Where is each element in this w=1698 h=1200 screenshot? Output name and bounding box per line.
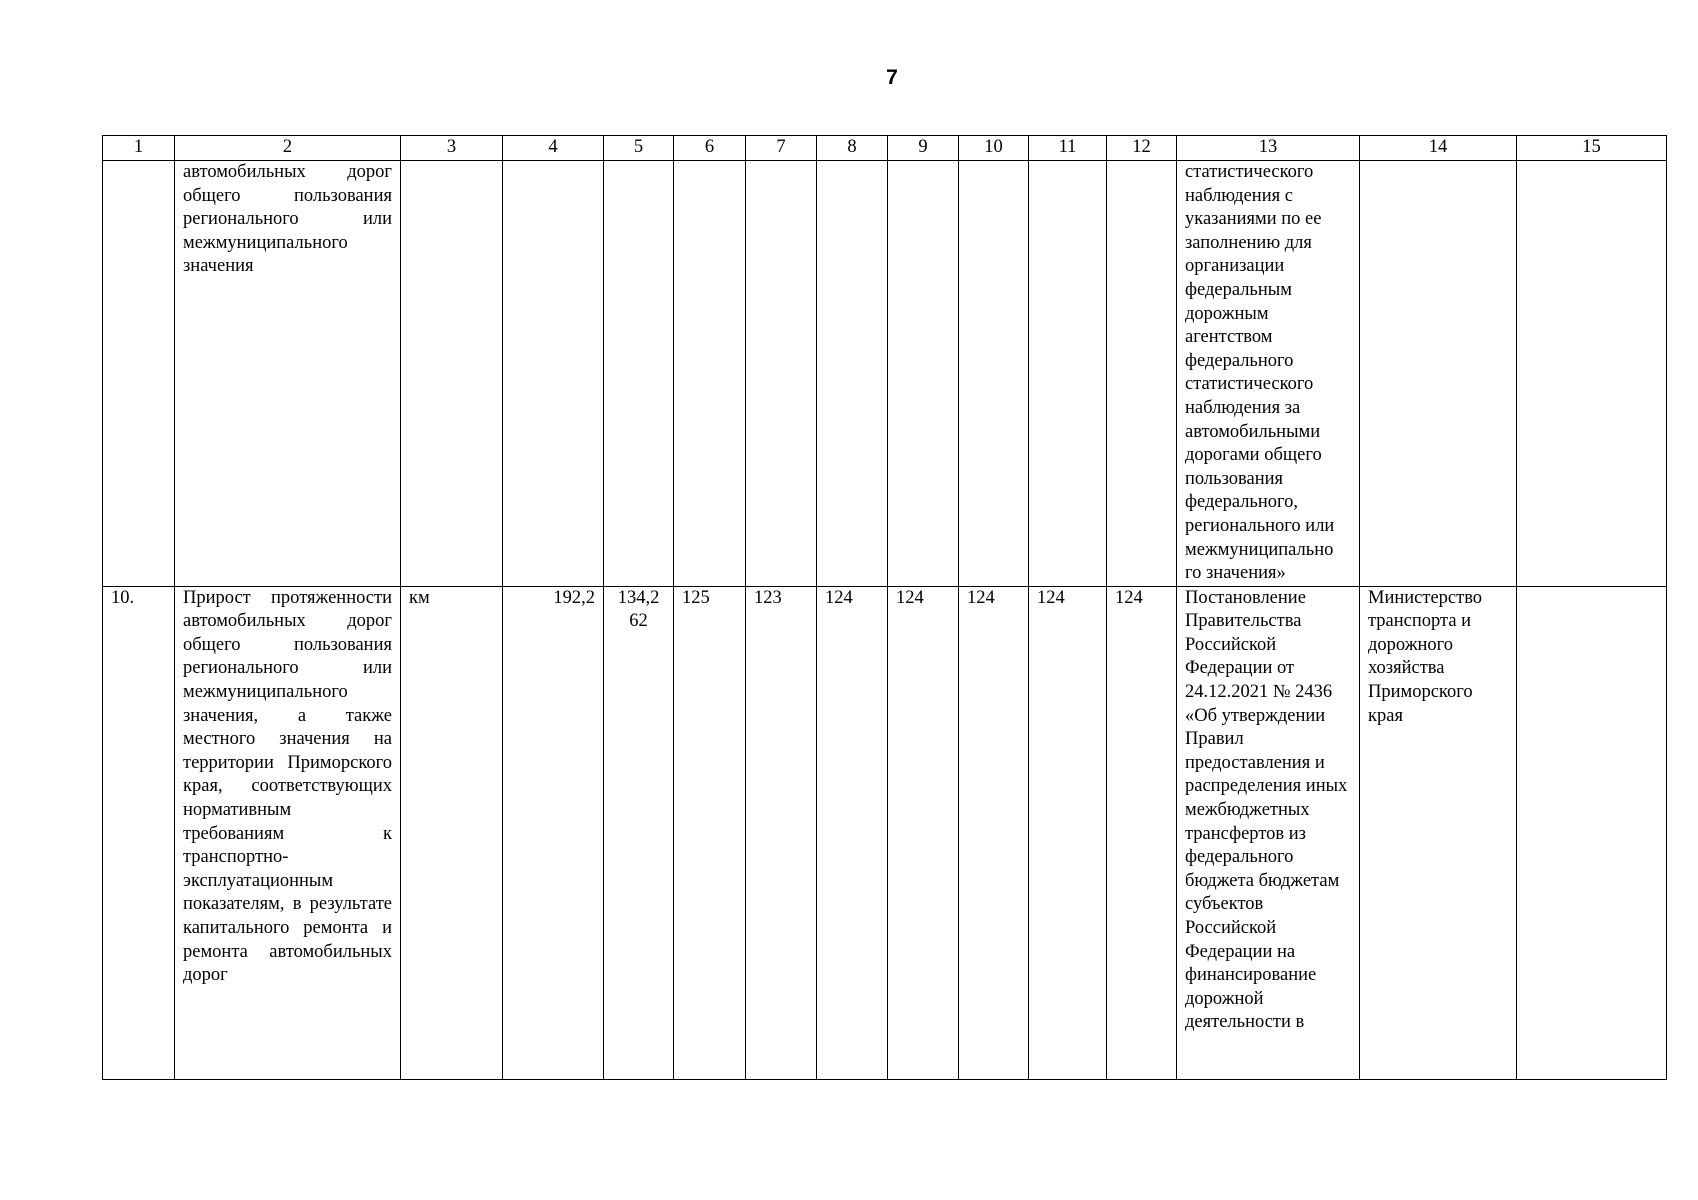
column-header-12: 12 xyxy=(1107,136,1177,161)
column-header-3: 3 xyxy=(401,136,503,161)
column-header-6: 6 xyxy=(674,136,746,161)
cell-indicator-name: Прирост протяженности автомобильных дорог общего пользования регионального или межмуниципального значения, а также местного значения на территории Приморского края, соответствующих нормативным требованиям к транспортно-эксплуатационным показателям, в результате капитального ремонта и ремонта автомобильных дорог xyxy=(175,586,401,1079)
column-header-8: 8 xyxy=(817,136,888,161)
cell-number xyxy=(103,161,175,587)
column-header-7: 7 xyxy=(746,136,817,161)
data-table xyxy=(102,135,1667,1080)
table-row xyxy=(103,586,1667,1079)
cell-value xyxy=(674,161,746,587)
cell-value xyxy=(1107,161,1177,587)
column-header-14: 14 xyxy=(1360,136,1517,161)
cell-value xyxy=(1029,161,1107,587)
header-row xyxy=(103,136,1667,161)
cell-unit: км xyxy=(401,586,503,1079)
cell-source: статистического наблюдения с указаниями по ее заполнению для организации федеральным дорожным агентством федерального статистического наблюдения за автомобильными дорогами общего пользования федерального, регионального или межмуниципально го значения» xyxy=(1177,161,1360,587)
cell-value xyxy=(888,161,959,587)
cell-value xyxy=(817,161,888,587)
cell-indicator-name: автомобильных дорог общего пользования регионального или межмуниципального значения xyxy=(175,161,401,587)
column-header-2: 2 xyxy=(175,136,401,161)
cell-number: 10. xyxy=(103,586,175,1079)
cell-responsible xyxy=(1360,161,1517,587)
cell-value: 124 xyxy=(1029,586,1107,1079)
cell-value xyxy=(604,161,674,587)
cell-value: 124 xyxy=(817,586,888,1079)
column-header-1: 1 xyxy=(103,136,175,161)
cell-responsible: Министерство транспорта и дорожного хозяйства Приморского края xyxy=(1360,586,1517,1079)
cell-value: 134,2 62 xyxy=(604,586,674,1079)
column-header-10: 10 xyxy=(959,136,1029,161)
cell-value: 125 xyxy=(674,586,746,1079)
cell-value: 124 xyxy=(1107,586,1177,1079)
cell-value xyxy=(959,161,1029,587)
table-row xyxy=(103,161,1667,587)
cell-value: 124 xyxy=(888,586,959,1079)
cell-value: 124 xyxy=(959,586,1029,1079)
page-number: 7 xyxy=(886,66,898,89)
column-header-4: 4 xyxy=(503,136,604,161)
column-header-5: 5 xyxy=(604,136,674,161)
cell-unit xyxy=(401,161,503,587)
column-header-13: 13 xyxy=(1177,136,1360,161)
column-header-11: 11 xyxy=(1029,136,1107,161)
cell-value xyxy=(746,161,817,587)
column-header-9: 9 xyxy=(888,136,959,161)
cell-value: 192,2 xyxy=(503,586,604,1079)
cell-source: Постановление Правительства Российской Федерации от 24.12.2021 № 2436 «Об утверждении Правил предоставления и распределения иных межбюджетных трансфертов из федерального бюджета бюджетам субъектов Российской Федерации на финансирование дорожной деятельности в xyxy=(1177,586,1360,1079)
cell-value: 123 xyxy=(746,586,817,1079)
column-header-15: 15 xyxy=(1517,136,1667,161)
cell-note xyxy=(1517,586,1667,1079)
cell-value xyxy=(503,161,604,587)
cell-note xyxy=(1517,161,1667,587)
